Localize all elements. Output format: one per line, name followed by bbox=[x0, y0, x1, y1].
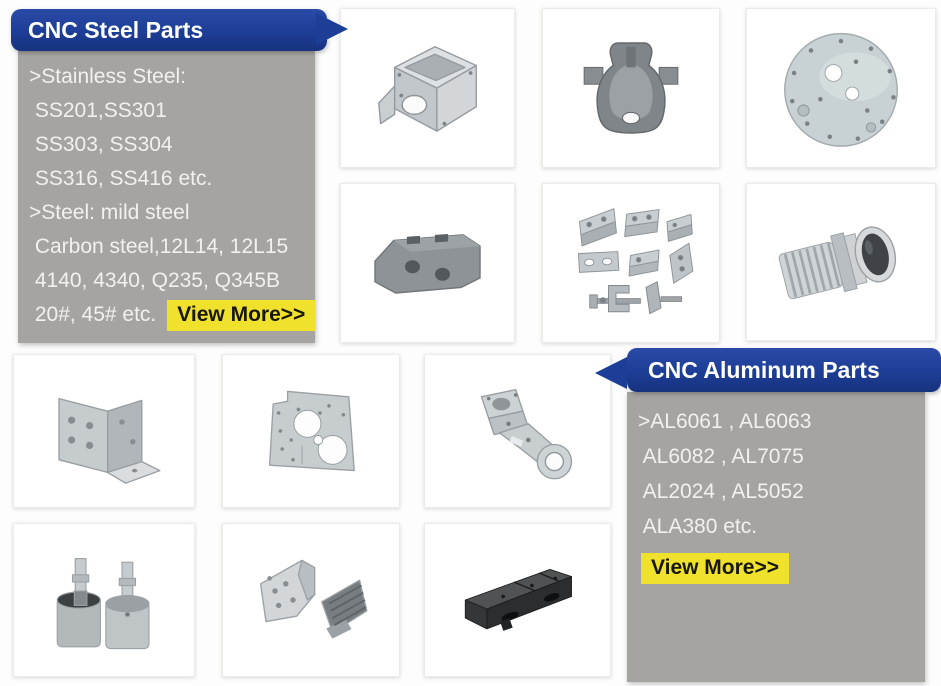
product-card-black-anodized-block[interactable] bbox=[424, 523, 611, 677]
product-card-machined-aluminum-arm[interactable] bbox=[424, 354, 611, 508]
product-card-cast-steel-housing[interactable] bbox=[542, 8, 720, 168]
steel-spec-line: >Steel: mild steel bbox=[29, 201, 190, 224]
cast-steel-housing-image bbox=[547, 13, 715, 163]
round-steel-plate-image bbox=[751, 13, 931, 163]
steel-spec-line: 4140, 4340, Q235, Q345B bbox=[29, 269, 281, 292]
steel-spec-line: SS316, SS416 etc. bbox=[29, 167, 213, 190]
arrow-left-icon bbox=[595, 357, 627, 389]
aluminum-section-banner bbox=[627, 348, 941, 392]
steel-spec-line bbox=[18, 298, 315, 332]
machined-aluminum-arm-image bbox=[429, 359, 606, 503]
arrow-right-icon bbox=[316, 13, 348, 45]
product-card-machined-bracket-pair[interactable] bbox=[222, 523, 400, 677]
aluminum-corner-bracket-image bbox=[18, 359, 190, 503]
machined-bracket-housing-image bbox=[345, 13, 510, 163]
aluminum-spec-panel bbox=[627, 392, 925, 682]
machined-bracket-pair-image bbox=[227, 528, 395, 672]
steel-spec-panel bbox=[18, 50, 315, 343]
steel-spec-line: Carbon steel,12L14, 12L15 bbox=[29, 235, 289, 258]
aluminum-spec-line: AL6082 , AL7075 bbox=[638, 445, 804, 468]
product-card-threaded-pipe-fitting[interactable] bbox=[746, 183, 936, 341]
product-card-machined-bracket-housing[interactable] bbox=[340, 8, 515, 168]
aluminum-spec-line: ALA380 etc. bbox=[638, 515, 758, 538]
angle-brackets-set-image bbox=[547, 188, 715, 338]
steel-view-more-button[interactable]: View More>> bbox=[167, 300, 315, 331]
product-card-aluminum-corner-bracket[interactable] bbox=[13, 354, 195, 508]
steel-section-banner bbox=[11, 9, 327, 51]
aluminum-view-more-button[interactable]: View More>> bbox=[641, 553, 789, 584]
black-anodized-block-image bbox=[429, 528, 606, 672]
product-card-round-steel-plate[interactable] bbox=[746, 8, 936, 168]
steel-clamp-bracket-image bbox=[345, 188, 510, 338]
product-card-aluminum-mounting-plate[interactable] bbox=[222, 354, 400, 508]
aluminum-mounting-plate-image bbox=[227, 359, 395, 503]
threaded-pipe-fitting-image bbox=[751, 188, 931, 336]
product-card-aluminum-roller-cylinders[interactable] bbox=[13, 523, 195, 677]
steel-spec-line: SS201,SS301 bbox=[29, 99, 167, 122]
product-card-angle-brackets-set[interactable] bbox=[542, 183, 720, 343]
steel-spec-line: >Stainless Steel: bbox=[29, 65, 187, 88]
product-card-steel-clamp-bracket[interactable] bbox=[340, 183, 515, 343]
aluminum-spec-line: AL2024 , AL5052 bbox=[638, 480, 804, 503]
steel-spec-line-text: 20#, 45# etc. bbox=[29, 303, 157, 326]
aluminum-roller-cylinders-image bbox=[18, 528, 190, 672]
steel-section-title: CNC Steel Parts bbox=[28, 16, 204, 43]
aluminum-spec-line: >AL6061 , AL6063 bbox=[638, 410, 812, 433]
aluminum-section-title: CNC Aluminum Parts bbox=[648, 356, 880, 383]
steel-spec-line: SS303, SS304 bbox=[29, 133, 173, 156]
